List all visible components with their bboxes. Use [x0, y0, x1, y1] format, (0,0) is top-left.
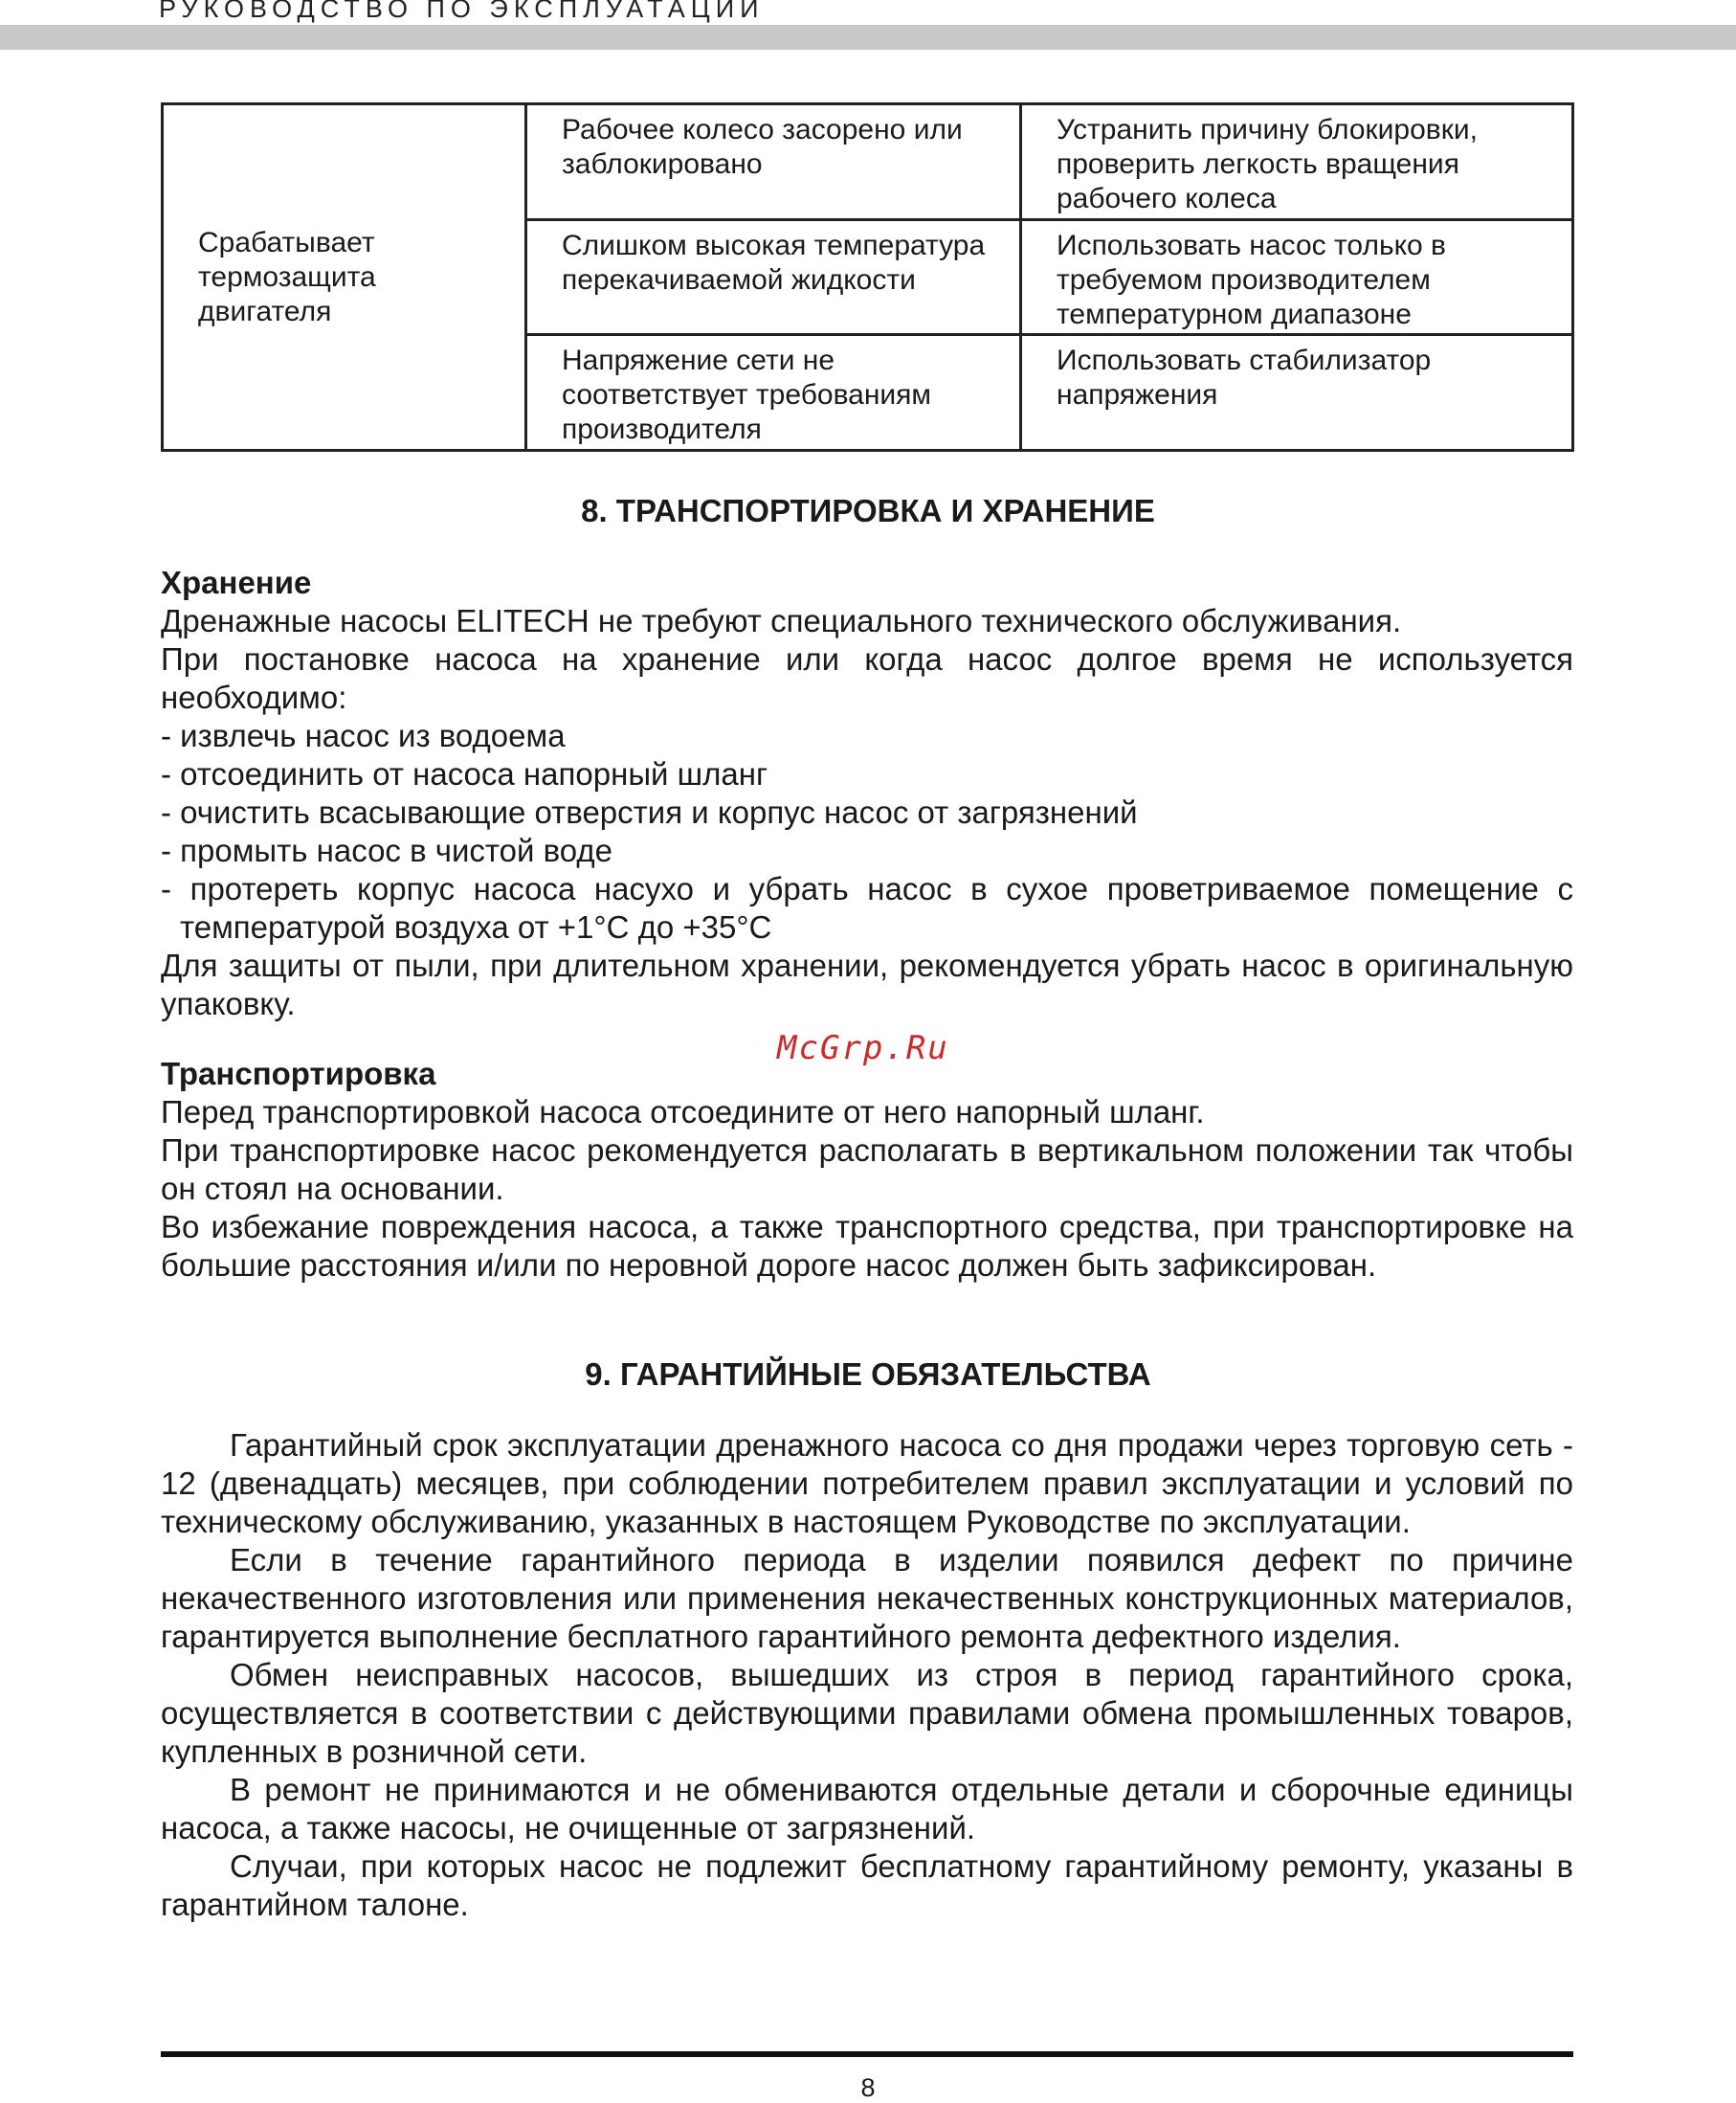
list-item: - извлечь насос из водоема	[161, 718, 566, 753]
list-item: - промыть насос в чистой воде	[161, 833, 613, 868]
transport-paragraph: Перед транспортировкой насоса отсоедините от него напорный шланг.	[161, 1094, 1205, 1130]
section-9-body	[161, 1426, 1573, 1924]
list-item: - отсоединить от насоса напорный шланг	[161, 756, 768, 792]
page-number: 8	[860, 2073, 876, 2102]
storage-heading: Хранение	[161, 565, 312, 600]
section-8-title: 8. ТРАНСПОРТИРОВКА И ХРАНЕНИЕ	[581, 493, 1155, 528]
transport-paragraph: При транспортировке насос рекомендуется располагать в вертикальном положении так чтобы он стоял на основании.	[161, 1132, 1573, 1206]
header-bar	[0, 25, 1736, 50]
list-item: - очистить всасывающие отверстия и корпус насос от загрязнений	[161, 794, 1138, 830]
storage-paragraph: Для защиты от пыли, при длительном хранении, рекомендуется убрать насос в оригинальную упаковку.	[161, 948, 1573, 1021]
section-9-title: 9. ГАРАНТИЙНЫЕ ОБЯЗАТЕЛЬСТВА	[585, 1356, 1151, 1392]
symptom-cell: Срабатывает термозащита двигателя	[163, 104, 526, 451]
table-row	[163, 104, 1573, 220]
storage-paragraph: При постановке насоса на хранение или когда насос долгое время не используется необходимо:	[161, 641, 1573, 715]
remedy-cell: Использовать насос только в требуемом производителем температурном диапазоне	[1021, 219, 1573, 335]
list-item: - протереть корпус насоса насухо и убрать насос в сухое проветриваемое помещение с температурой воздуха от +1°С до +35°С	[161, 871, 1573, 945]
warranty-paragraph: Если в течение гарантийного периода в изделии появился дефект по причине некачественного изготовления или применения некачественных конструкционных материалов, гарантируется выполнение бесплатного гарантийного ремонта дефектного изделия.	[161, 1542, 1573, 1654]
cause-cell: Рабочее колесо засорено или заблокировано	[526, 104, 1021, 220]
transport-heading: Транспортировка	[161, 1056, 436, 1091]
remedy-cell: Использовать стабилизатор напряжения	[1021, 335, 1573, 451]
warranty-paragraph: В ремонт не принимаются и не обмениваются отдельные детали и сборочные единицы насоса, а также насосы, не очищенные от загрязнений.	[161, 1772, 1573, 1846]
transport-paragraph: Во избежание повреждения насоса, а также транспортного средства, при транспортировке на большие расстояния и/или по неровной дороге насос должен быть зафиксирован.	[161, 1209, 1573, 1283]
running-header-title: РУКОВОДСТВО ПО ЭКСПЛУАТАЦИИ	[159, 0, 765, 23]
troubleshooting-table	[161, 102, 1574, 452]
footer-rule	[161, 2051, 1573, 2057]
transport-body	[161, 1055, 1573, 1285]
warranty-paragraph: Случаи, при которых насос не подлежит бесплатному гарантийному ремонту, указаны в гарантийном талоне.	[161, 1848, 1573, 1922]
watermark: McGrp.Ru	[777, 1029, 949, 1067]
warranty-paragraph: Обмен неисправных насосов, вышедших из строя в период гарантийного срока, осуществляется в соответствии с действующими правилами обмена промышленных товаров, купленных в розничной сети.	[161, 1657, 1573, 1769]
warranty-paragraph: Гарантийный срок эксплуатации дренажного насоса со дня продажи через торговую сеть - 12 (двенадцать) месяцев, при соблюдении потребителем правил эксплуатации и условий по техническому обслуживанию, указанных в настоящем Руководстве по эксплуатации.	[161, 1427, 1573, 1539]
remedy-cell: Устранить причину блокировки, проверить легкость вращения рабочего колеса	[1021, 104, 1573, 220]
cause-cell: Напряжение сети не соответствует требованиям производителя	[526, 335, 1021, 451]
cause-cell: Слишком высокая температура перекачиваемой жидкости	[526, 219, 1021, 335]
storage-paragraph: Дренажные насосы ELITECH не требуют специального технического обслуживания.	[161, 603, 1402, 638]
section-8-body	[161, 564, 1573, 1023]
